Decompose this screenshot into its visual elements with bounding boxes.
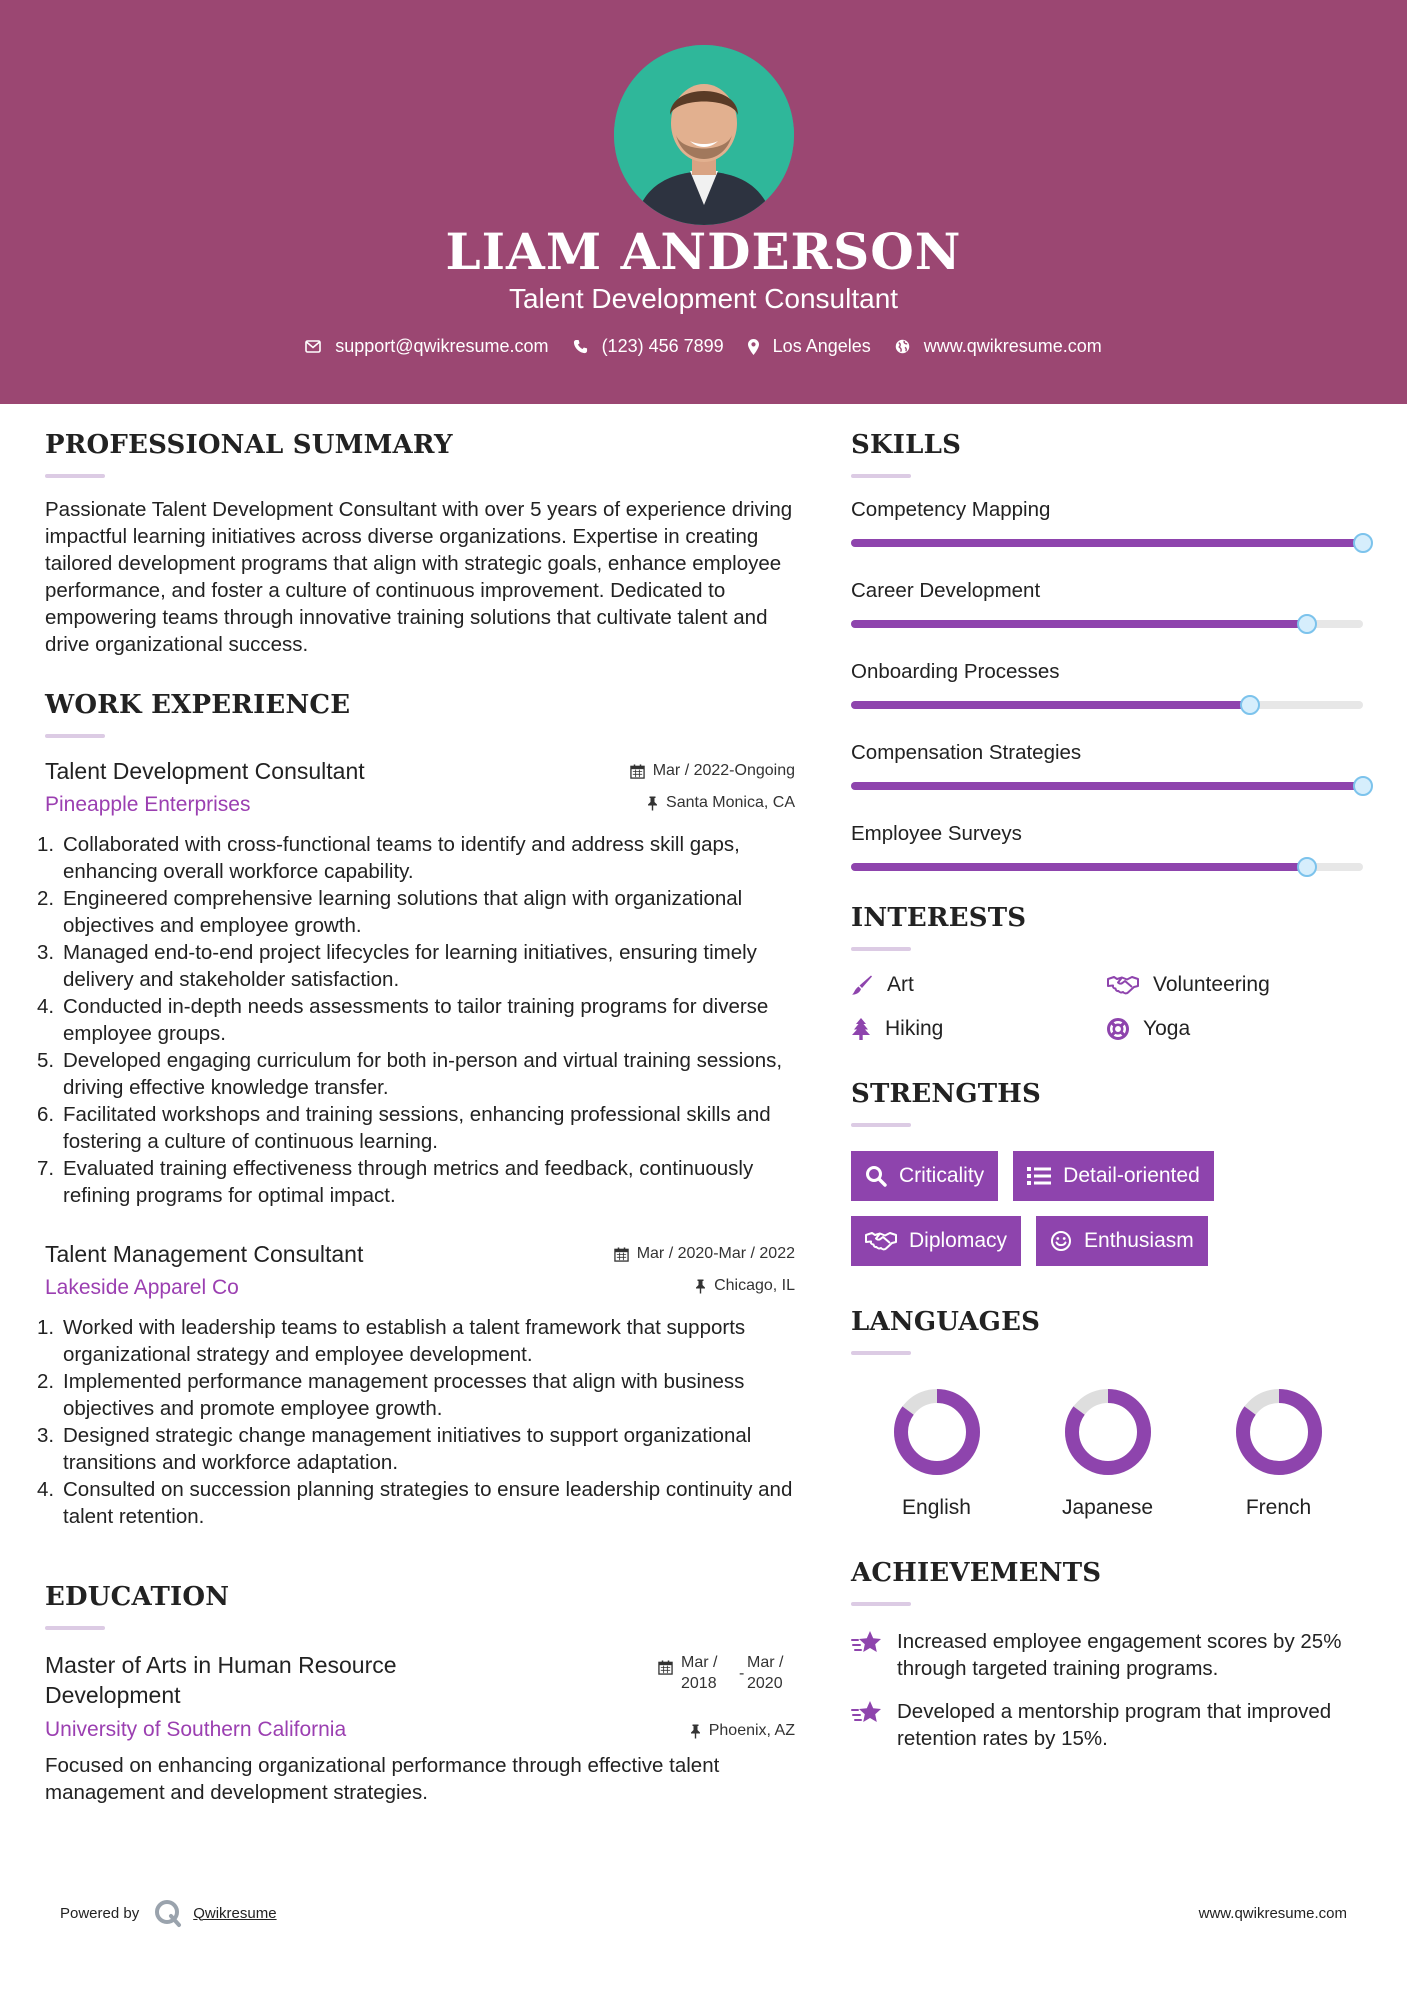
globe-icon bbox=[895, 339, 910, 354]
strength-chip: Criticality bbox=[851, 1151, 998, 1201]
calendar-icon bbox=[658, 1660, 673, 1675]
section-divider bbox=[851, 947, 911, 951]
candidate-role: Talent Development Consultant bbox=[508, 283, 899, 314]
lifering-icon bbox=[1107, 1018, 1129, 1040]
company-name: Pineapple Enterprises bbox=[45, 793, 251, 816]
skill-level-knob bbox=[1297, 614, 1317, 634]
skill-level-bar bbox=[851, 701, 1363, 709]
skill-item bbox=[851, 660, 1366, 709]
interest-item: Hiking bbox=[851, 1017, 1107, 1041]
candidate-name: LIAM ANDERSON bbox=[445, 222, 962, 281]
skill-label: Employee Surveys bbox=[851, 822, 1022, 845]
strength-chip: Detail-oriented bbox=[1013, 1151, 1214, 1201]
handshake-icon bbox=[1107, 975, 1139, 995]
tree-icon bbox=[851, 1018, 871, 1040]
smile-icon bbox=[1050, 1230, 1072, 1252]
job-bullets bbox=[37, 831, 795, 1209]
school-name: University of Southern California bbox=[45, 1718, 347, 1741]
language-label: Japanese bbox=[1061, 1496, 1154, 1519]
contact-bar bbox=[0, 336, 1407, 357]
profile-photo bbox=[614, 45, 794, 225]
skill-label: Competency Mapping bbox=[851, 498, 1051, 521]
contact-email[interactable] bbox=[305, 336, 548, 357]
achievement-item: Increased employee engagement scores by 25% through targeted training programs. bbox=[851, 1628, 1366, 1682]
footer-website[interactable]: www.qwikresume.com bbox=[1198, 1905, 1347, 1922]
language-item bbox=[1193, 1387, 1364, 1520]
language-level-donut bbox=[892, 1387, 982, 1477]
map-pin-icon bbox=[748, 339, 759, 355]
skill-item bbox=[851, 741, 1366, 790]
job-entry bbox=[37, 758, 795, 1209]
star-icon bbox=[851, 1700, 883, 1726]
job-location: Chicago, IL bbox=[695, 1277, 795, 1295]
list-item: 4. Consulted on succession planning strategies to ensure leadership continuity and talent retention. bbox=[37, 1478, 793, 1528]
skill-level-fill bbox=[851, 620, 1307, 628]
list-item: 4. Conducted in-depth needs assessments to tailor training programs for diverse employee groups. bbox=[37, 995, 769, 1045]
achievement-item: Developed a mentorship program that improved retention rates by 15%. bbox=[851, 1698, 1366, 1752]
skill-level-fill bbox=[851, 863, 1307, 871]
strengths-heading: STRENGTHS bbox=[851, 1079, 1042, 1109]
email-text: support@qwikresume.com bbox=[335, 336, 549, 356]
pushpin-icon bbox=[695, 1279, 706, 1294]
skills-list bbox=[851, 498, 1366, 871]
left-column bbox=[37, 430, 795, 1806]
calendar-icon bbox=[630, 764, 645, 779]
skill-item bbox=[851, 498, 1366, 547]
summary-text: Passionate Talent Development Consultant with over 5 years of experience driving impactful learning initiatives across diverse organizations. Expertise in creating tailored development programs that align with strategic goals, enhance employee performance, and foster a culture of continuous improvement. Dedicated to empowering teams through innovative training solutions that cultivate talent and drive organizational success. bbox=[45, 498, 793, 656]
list-item: 2. Engineered comprehensive learning solutions that align with organizational objectives and employee growth. bbox=[37, 887, 743, 937]
skills-section bbox=[851, 430, 1366, 871]
language-label: French bbox=[1245, 1496, 1312, 1519]
handshake-icon bbox=[865, 1231, 897, 1251]
search-icon bbox=[865, 1165, 887, 1187]
star-icon bbox=[851, 1630, 883, 1656]
location-text: Los Angeles bbox=[772, 336, 871, 356]
achievements-list bbox=[851, 1628, 1366, 1752]
resume-header bbox=[0, 0, 1407, 404]
right-column bbox=[851, 430, 1366, 1768]
education-location: Phoenix, AZ bbox=[690, 1722, 795, 1740]
job-location: Santa Monica, CA bbox=[647, 794, 795, 812]
list-item: 2. Implemented performance management processes that align with business objectives and promote employee growth. bbox=[37, 1370, 745, 1420]
languages-section bbox=[851, 1307, 1366, 1520]
summary-heading: PROFESSIONAL SUMMARY bbox=[45, 430, 453, 460]
degree-title: Master of Arts in Human Resource Development bbox=[45, 1652, 397, 1708]
language-label: English bbox=[902, 1496, 971, 1519]
list-item: 3. Managed end-to-end project lifecycles for learning initiatives, ensuring timely delivery and stakeholder satisfaction. bbox=[37, 941, 757, 991]
envelope-icon bbox=[305, 340, 321, 353]
skill-item bbox=[851, 579, 1366, 628]
education-description: Focused on enhancing organizational performance through effective talent management and development strategies. bbox=[45, 1754, 720, 1804]
skill-level-knob bbox=[1240, 695, 1260, 715]
skill-level-fill bbox=[851, 782, 1363, 790]
list-item: 3. Designed strategic change management initiatives to support organizational transitions and workforce adaptation. bbox=[37, 1424, 752, 1474]
contact-phone[interactable] bbox=[573, 336, 724, 357]
section-divider bbox=[851, 474, 911, 478]
skill-label: Compensation Strategies bbox=[851, 741, 1082, 764]
strength-chip: Enthusiasm bbox=[1036, 1216, 1208, 1266]
strength-chip: Diplomacy bbox=[851, 1216, 1021, 1266]
skill-level-knob bbox=[1353, 533, 1373, 553]
education-section bbox=[45, 1582, 795, 1806]
section-divider bbox=[851, 1351, 911, 1355]
skill-level-bar bbox=[851, 863, 1363, 871]
education-heading: EDUCATION bbox=[45, 1582, 230, 1612]
skill-level-fill bbox=[851, 701, 1250, 709]
section-divider bbox=[45, 1626, 105, 1630]
interests-section bbox=[851, 903, 1366, 1041]
list-item: 1. Collaborated with cross-functional teams to identify and address skill gaps, enhancing overall workforce capability. bbox=[37, 833, 740, 883]
pushpin-icon bbox=[647, 796, 658, 811]
person-silhouette-icon bbox=[614, 45, 794, 225]
pushpin-icon bbox=[690, 1724, 701, 1739]
contact-website[interactable] bbox=[895, 336, 1102, 357]
interest-item: Volunteering bbox=[1107, 973, 1363, 997]
qwikresume-logo-icon bbox=[153, 1898, 183, 1928]
skill-item bbox=[851, 822, 1366, 871]
interests-list bbox=[851, 973, 1366, 1041]
job-bullets bbox=[37, 1314, 795, 1530]
achievements-section bbox=[851, 1558, 1366, 1752]
skill-level-fill bbox=[851, 539, 1363, 547]
skill-level-bar bbox=[851, 782, 1363, 790]
education-entry bbox=[45, 1650, 795, 1806]
job-title: Talent Management Consultant bbox=[45, 1241, 364, 1267]
skill-level-bar bbox=[851, 539, 1363, 547]
job-title: Talent Development Consultant bbox=[45, 758, 365, 784]
list-icon bbox=[1027, 1166, 1051, 1186]
language-level-donut bbox=[1063, 1387, 1153, 1477]
interests-heading: INTERESTS bbox=[851, 903, 1027, 933]
languages-list bbox=[851, 1387, 1366, 1520]
website-text: www.qwikresume.com bbox=[923, 336, 1102, 356]
phone-text: (123) 456 7899 bbox=[601, 336, 724, 356]
calendar-icon bbox=[614, 1247, 629, 1262]
section-divider bbox=[45, 474, 105, 478]
skill-level-bar bbox=[851, 620, 1363, 628]
list-item: 1. Worked with leadership teams to establish a talent framework that supports organizational strategy and employee development. bbox=[37, 1316, 746, 1366]
company-name: Lakeside Apparel Co bbox=[45, 1276, 239, 1299]
list-item: 6. Facilitated workshops and training sessions, enhancing professional skills and fostering a culture of continuous learning. bbox=[37, 1103, 771, 1153]
summary-section bbox=[45, 430, 795, 658]
skill-label: Onboarding Processes bbox=[851, 660, 1060, 683]
interest-item: Yoga bbox=[1107, 1017, 1363, 1041]
job-dates: Mar / 2022-Ongoing bbox=[630, 762, 795, 780]
paintbrush-icon bbox=[851, 974, 873, 996]
languages-heading: LANGUAGES bbox=[851, 1307, 1041, 1337]
job-entry bbox=[37, 1241, 795, 1530]
experience-heading: WORK EXPERIENCE bbox=[45, 690, 351, 720]
language-level-donut bbox=[1234, 1387, 1324, 1477]
strengths-section bbox=[851, 1079, 1366, 1281]
skill-label: Career Development bbox=[851, 579, 1041, 602]
skills-heading: SKILLS bbox=[851, 430, 962, 460]
list-item: 5. Developed engaging curriculum for both in-person and virtual training sessions, driving effective knowledge transfer. bbox=[37, 1049, 783, 1099]
interest-item: Art bbox=[851, 973, 1107, 997]
section-divider bbox=[851, 1123, 911, 1127]
phone-icon bbox=[573, 339, 588, 354]
contact-location bbox=[748, 336, 871, 357]
language-item bbox=[1022, 1387, 1193, 1520]
job-dates: Mar / 2020-Mar / 2022 bbox=[614, 1245, 795, 1263]
section-divider bbox=[851, 1602, 911, 1606]
footer-brand-link[interactable]: Qwikresume bbox=[193, 1904, 277, 1922]
footer-powered-by: Powered by Qwikresume bbox=[60, 1898, 277, 1928]
achievements-heading: ACHIEVEMENTS bbox=[851, 1558, 1102, 1588]
section-divider bbox=[45, 734, 105, 738]
skill-level-knob bbox=[1353, 776, 1373, 796]
list-item: 7. Evaluated training effectiveness through metrics and feedback, continuously refining programs for optimal impact. bbox=[37, 1157, 754, 1207]
strengths-list bbox=[851, 1151, 1371, 1281]
language-item bbox=[851, 1387, 1022, 1520]
skill-level-knob bbox=[1297, 857, 1317, 877]
education-dates: Mar / 2018 - Mar / 2020 bbox=[658, 1652, 795, 1694]
experience-section bbox=[37, 690, 795, 1530]
